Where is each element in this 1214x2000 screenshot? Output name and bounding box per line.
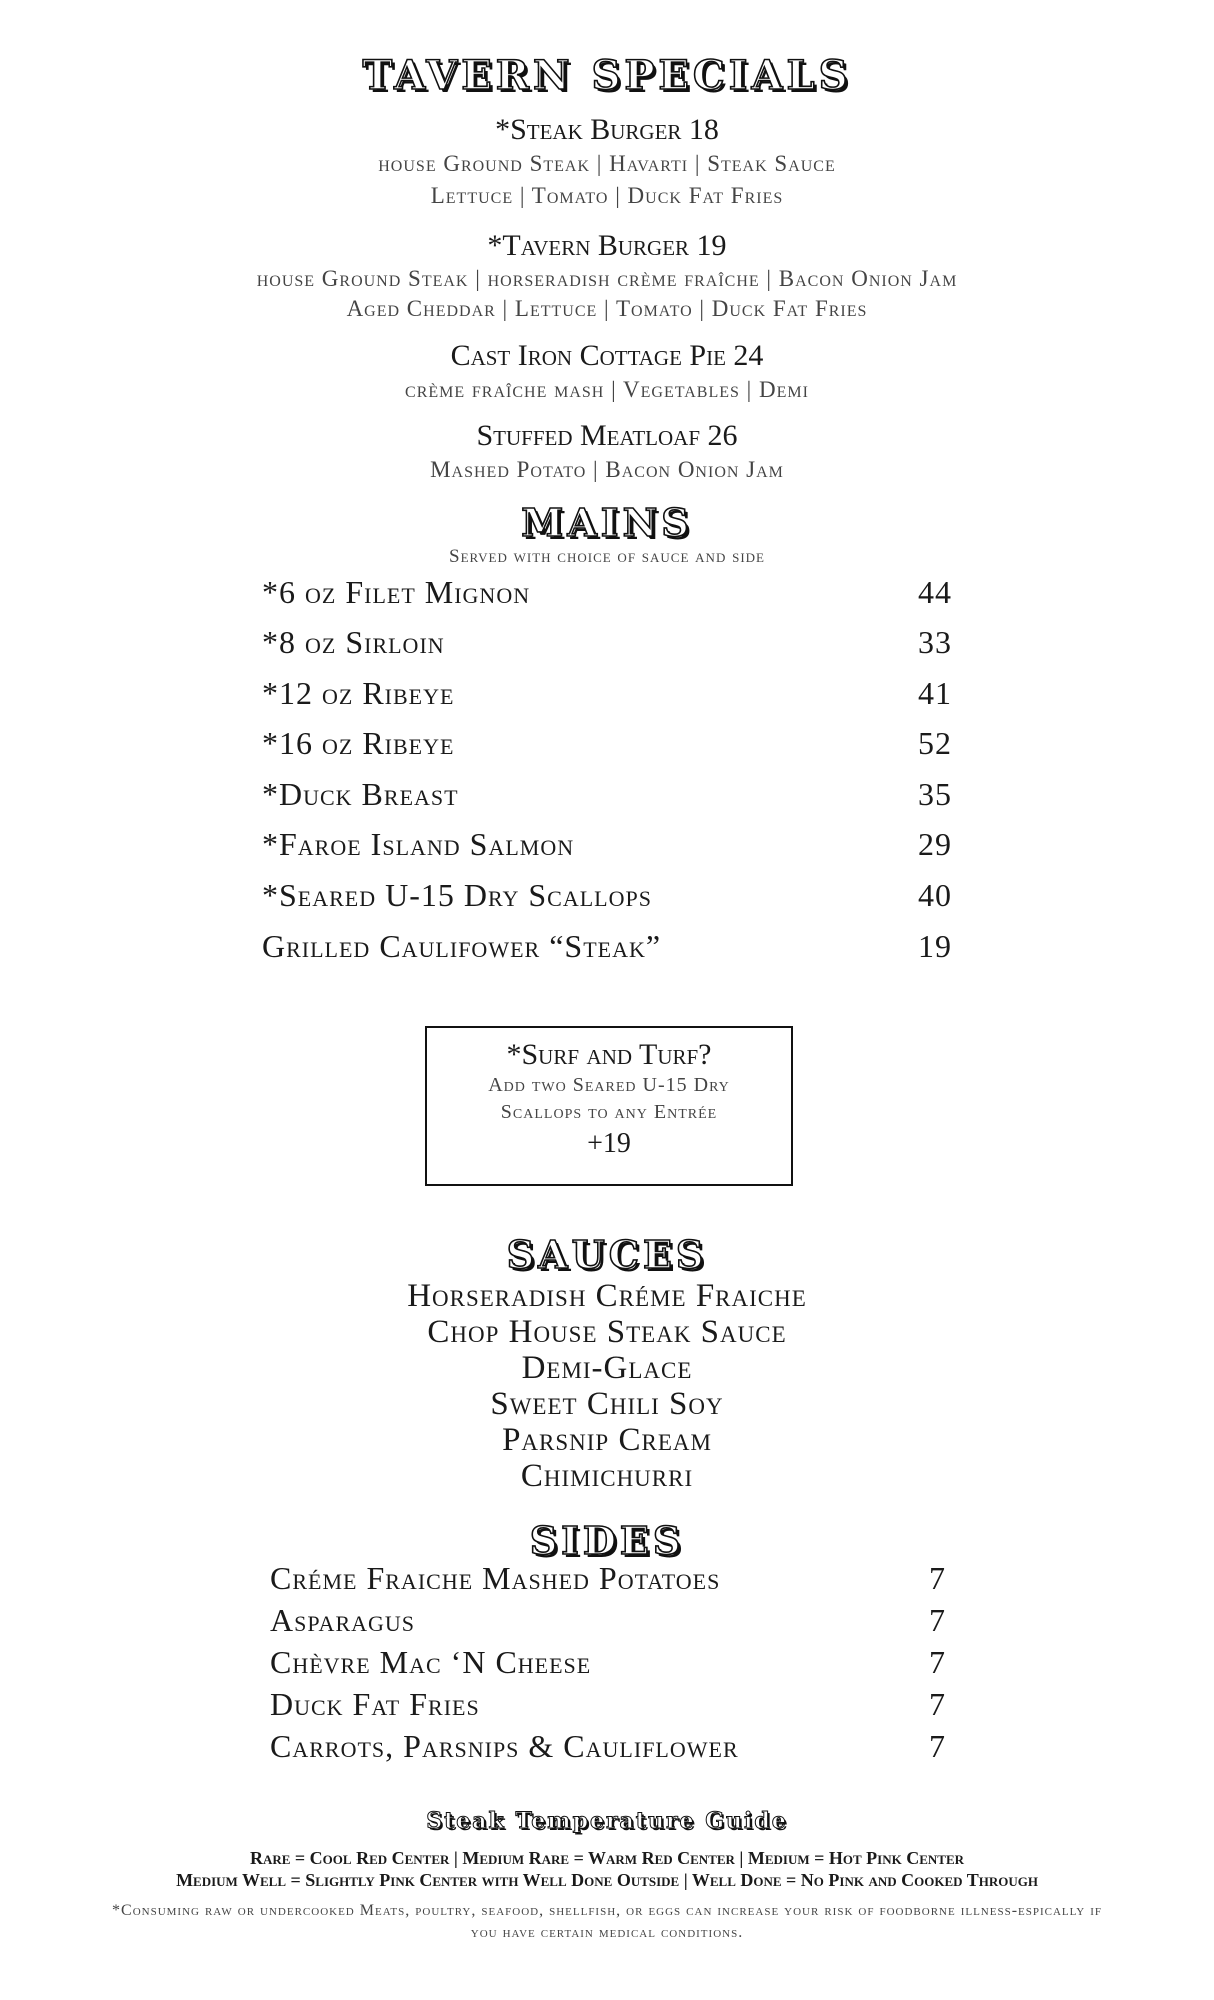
- surf-and-turf-price: +19: [587, 1128, 631, 1159]
- side-item-name: Chèvre Mac ‘N Cheese: [270, 1644, 592, 1680]
- sauce-list: [0, 1278, 1214, 1494]
- special-title: Cast Iron Cottage Pie 24: [450, 339, 764, 372]
- main-item-name: *16 oz Ribeye: [262, 725, 455, 761]
- side-item-name: Créme Fraiche Mashed Potatoes: [270, 1560, 721, 1596]
- special-desc: house Ground Steak | Havarti | Steak Sauce: [378, 151, 836, 176]
- main-item-name: *Duck Breast: [262, 776, 459, 812]
- main-item-name: *Faroe Island Salmon: [262, 826, 575, 862]
- surf-and-turf-box: [425, 1026, 793, 1186]
- side-item: [270, 1560, 946, 1597]
- surf-and-turf-desc: Add two Seared U-15 Dry: [488, 1074, 730, 1096]
- main-item-name: *8 oz Sirloin: [262, 624, 445, 660]
- main-item: [262, 877, 952, 914]
- main-item-name: Grilled Caulifower “Steak”: [262, 928, 662, 964]
- main-item: [262, 928, 952, 965]
- special-title: *Steak Burger 18: [495, 113, 719, 146]
- main-item: [262, 776, 952, 813]
- sauce-item: Parsnip Cream: [502, 1422, 712, 1458]
- main-item-price: 19: [918, 928, 952, 964]
- surf-and-turf-title: *Surf and Turf?: [506, 1038, 712, 1071]
- sauce-item: Horseradish Créme Fraiche: [407, 1278, 807, 1314]
- side-item-price: 7: [929, 1728, 946, 1764]
- special-item: [0, 112, 1214, 212]
- main-item-name: *Seared U-15 Dry Scallops: [262, 877, 652, 913]
- side-item: [270, 1686, 946, 1723]
- special-item: [0, 418, 1214, 486]
- special-desc: Lettuce | Tomato | Duck Fat Fries: [430, 183, 784, 208]
- surf-and-turf-desc: Scallops to any Entrée: [500, 1101, 718, 1123]
- temperature-guide-line: Medium Well = Slightly Pink Center with Well Done Outside | Well Done = No Pink and Cooked Through: [176, 1870, 1038, 1890]
- special-title: *Tavern Burger 19: [487, 229, 727, 262]
- main-item-price: 33: [918, 624, 952, 660]
- main-item: [262, 574, 952, 611]
- sauce-item: Sweet Chili Soy: [490, 1386, 724, 1422]
- special-title: Stuffed Meatloaf 26: [476, 419, 738, 452]
- main-item-price: 44: [918, 574, 952, 610]
- main-item-price: 29: [918, 826, 952, 862]
- side-item-price: 7: [929, 1602, 946, 1638]
- special-desc: house Ground Steak | horseradish crème fraîche | Bacon Onion Jam: [256, 266, 958, 291]
- side-item-name: Carrots, Parsnips & Cauliflower: [270, 1728, 739, 1764]
- temperature-guide-heading: Steak Temperature Guide: [426, 1808, 788, 1834]
- special-item: [0, 228, 1214, 324]
- temperature-guide-line: Rare = Cool Red Center | Medium Rare = Warm Red Center | Medium = Hot Pink Center: [249, 1848, 965, 1868]
- side-item-price: 7: [929, 1560, 946, 1596]
- special-item: [0, 338, 1214, 406]
- special-desc: crème fraîche mash | Vegetables | Demi: [405, 377, 809, 402]
- sides-heading: SIDES: [529, 1518, 685, 1563]
- main-item-price: 52: [918, 725, 952, 761]
- side-item: [270, 1602, 946, 1639]
- sauce-item: Chimichurri: [520, 1458, 694, 1494]
- main-item: [262, 725, 952, 762]
- main-item-name: *6 oz Filet Mignon: [262, 574, 531, 610]
- special-desc: Aged Cheddar | Lettuce | Tomato | Duck Fat Fries: [346, 296, 868, 321]
- main-item: [262, 624, 952, 661]
- side-item-name: Duck Fat Fries: [270, 1686, 480, 1722]
- side-item: [270, 1728, 946, 1765]
- sauce-item: Demi-Glace: [521, 1350, 693, 1386]
- sauces-heading: SAUCES: [506, 1232, 708, 1277]
- main-item: [262, 675, 952, 712]
- main-item-price: 35: [918, 776, 952, 812]
- main-item-price: 40: [918, 877, 952, 913]
- main-item-price: 41: [918, 675, 952, 711]
- tavern-specials-heading: TAVERN SPECIALS: [362, 52, 852, 99]
- mains-heading: MAINS: [521, 500, 693, 545]
- main-item-name: *12 oz Ribeye: [262, 675, 455, 711]
- health-disclaimer: *Consuming raw or undercooked Meats, poultry, seafood, shellfish, or eggs can increase your risk of foodborne illness-espically if you have certain medical conditions.: [112, 1902, 1102, 1941]
- special-desc: Mashed Potato | Bacon Onion Jam: [430, 457, 784, 482]
- side-item-price: 7: [929, 1686, 946, 1722]
- sauce-item: Chop House Steak Sauce: [427, 1314, 787, 1350]
- side-item-name: Asparagus: [270, 1602, 416, 1638]
- side-item: [270, 1644, 946, 1681]
- main-item: [262, 826, 952, 863]
- mains-subtitle: Served with choice of sauce and side: [449, 546, 765, 567]
- side-item-price: 7: [929, 1644, 946, 1680]
